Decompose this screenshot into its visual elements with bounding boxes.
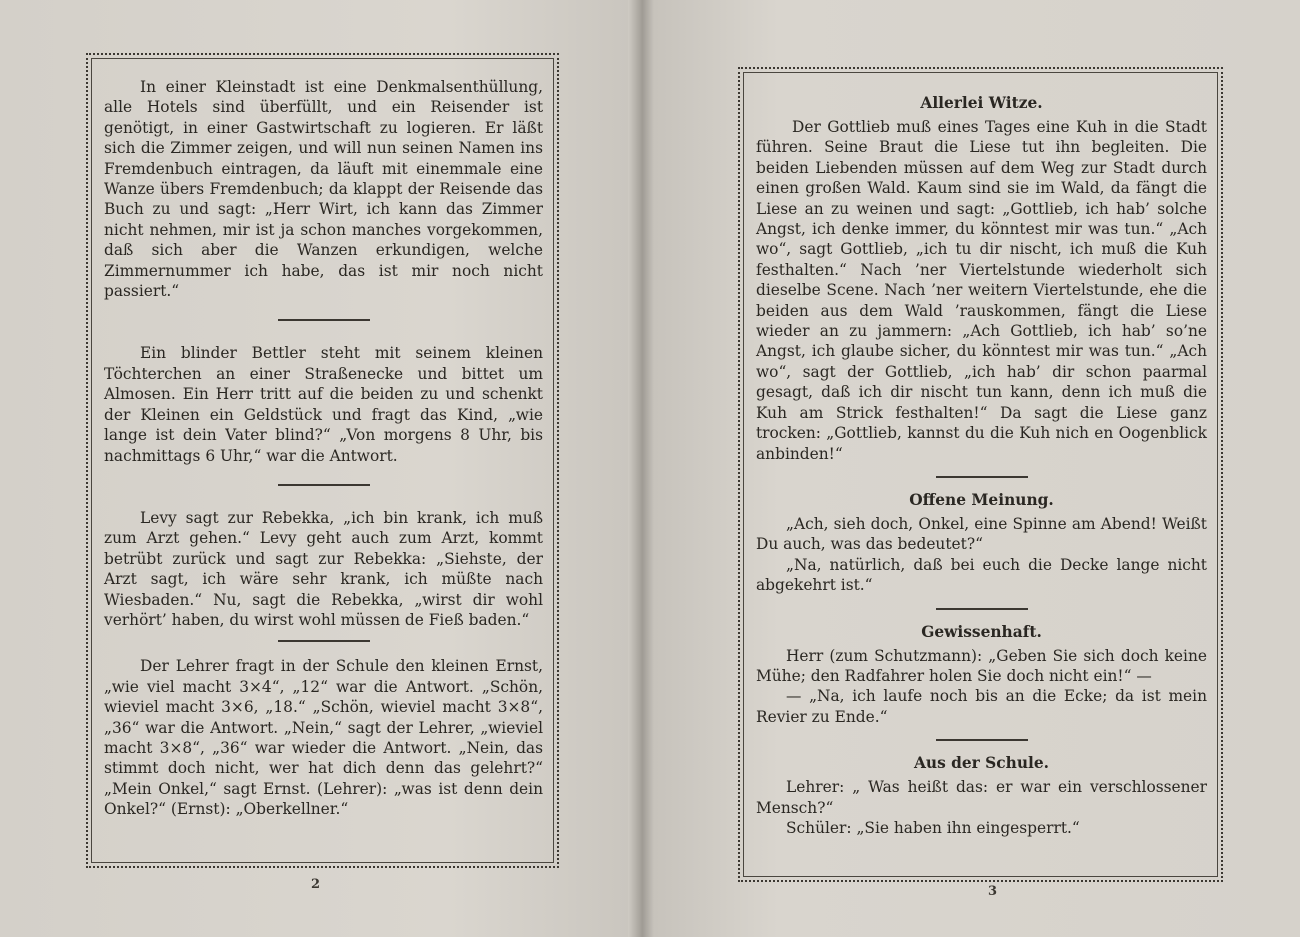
joke-paragraph: Ein blinder Bettler steht mit seinem kleinen Töchterchen an einer Straßenecke und bittet um Almosen. Ein Herr tritt auf die beiden zu und schenkt der Kleinen ein Geldstück und fragt das Kind, „wie lange ist dein Vater blind?“ „Von morgens 8 Uhr, bis nachmittags 6 Uhr,“ war die Antwort. bbox=[104, 344, 543, 465]
book-gutter bbox=[628, 0, 654, 937]
section-heading: Offene Meinung. bbox=[909, 490, 1054, 509]
joke-paragraph: — „Na, ich laufe noch bis an die Ecke; da ist mein Revier zu Ende.“ bbox=[756, 687, 1207, 726]
joke-paragraph: „Na, natürlich, daß bei euch die Decke lange nicht abgekehrt ist.“ bbox=[756, 555, 1207, 595]
separator-rule bbox=[278, 484, 370, 486]
joke-paragraph: Schüler: „Sie haben ihn eingesperrt.“ bbox=[786, 818, 1080, 837]
section-heading: Allerlei Witze. bbox=[920, 94, 1043, 112]
joke-paragraph: „Ach, sieh doch, Onkel, eine Spinne am Abend! Weißt Du auch, was das bedeutet?“ bbox=[756, 514, 1207, 554]
joke-paragraph: Der Lehrer fragt in der Schule den kleinen Ernst, „wie viel macht 3×4“, „12“ war die Antwort. „Schön, wieviel macht 3×6, „18.“ „Schön, wieviel macht 3×8“, „36“ war die Antwort. „Nein,“ sagt der Lehrer, „wieviel macht 3×8“, „36“ war wieder die Antwort. „Nein, das stimmt doch nicht, wer hat dich denn das gelehrt?“ „Mein Onkel,“ sagt Ernst. (Lehrer): „was ist denn dein Onkel?“ (Ernst): „Oberkellner.“ bbox=[104, 657, 543, 819]
separator-rule bbox=[936, 476, 1028, 478]
page-number: 3 bbox=[988, 884, 998, 899]
page-number: 2 bbox=[311, 877, 321, 892]
joke-paragraph: Lehrer: „ Was heißt das: er war ein verschlossener Mensch?“ bbox=[756, 778, 1207, 817]
joke-paragraph: Levy sagt zur Rebekka, „ich bin krank, ich muß zum Arzt gehen.“ Levy geht auch zum Arzt, kommt betrübt zurück und sagt zur Rebekka: „Siehste, der Arzt sagt, ich wäre sehr krank, ich müßte nach Wiesbaden.“ Nu, sagt die Rebekka, „wirst dir wohl verhört’ haben, du wirst wohl müssen de Fieß baden.“ bbox=[104, 508, 543, 629]
joke-paragraph: Herr (zum Schutzmann): „Geben Sie sich doch keine Mühe; den Radfahrer holen Sie doch nicht ein!“ — bbox=[756, 646, 1207, 685]
joke-paragraph: In einer Kleinstadt ist eine Denkmalsenthüllung, alle Hotels sind überfüllt, und ein Reisender ist genötigt, in einer Gastwirtschaft zu logieren. Er läßt sich die Zimmer zeigen, und will nun seinen Namen ins Fremdenbuch eintragen, da läuft mit einemmale eine Wanze übers Fremdenbuch; da klappt der Reisende das Buch zu und sagt: „Herr Wirt, ich kann das Zimmer nicht nehmen, mir ist ja schon manches vorgekommen, daß sich aber die Wanzen erkundigen, welche Zimmernummer ich habe, das ist mir noch nicht passiert.“ bbox=[104, 78, 543, 301]
left-page bbox=[0, 0, 640, 937]
section-heading: Aus der Schule. bbox=[913, 754, 1050, 773]
separator-rule bbox=[278, 640, 370, 642]
separator-rule bbox=[936, 739, 1028, 741]
right-page bbox=[648, 0, 1300, 937]
separator-rule bbox=[278, 319, 370, 321]
section-heading: Gewissenhaft. bbox=[921, 622, 1042, 641]
left-page-content bbox=[104, 77, 543, 856]
joke-paragraph: Der Gottlieb muß eines Tages eine Kuh in die Stadt führen. Seine Braut die Liese tut ihn begleiten. Die beiden Liebenden müssen auf dem Weg zur Stadt durch einen großen Wald. Kaum sind sie im Wald, da fängt die Liese an zu weinen und sagt: „Gottlieb, ich hab’ solche Angst, ich denke immer, du könntest mir was tun.“ „Ach wo“, sagt Gottlieb, „ich tu dir nischt, ich muß die Kuh festhalten.“ Nach ’ner Viertelstunde wiederholt sich dieselbe Scene. Nach ’ner weitern Viertelstunde, ehe die beiden aus dem Wald ’rauskommen, fängt die Liese wieder an zu jammern: „Ach Gottlieb, ich hab’ so’ne Angst, ich glaube sicher, du könntest mir was tun.“ „Ach wo“, sagt der Gottlieb, „ich hab’ dir schon paarmal gesagt, daß ich dir nischt tun kann, denn ich muß die Kuh am Strick festhalten!“ Da sagt die Liese ganz trocken: „Gottlieb, kannst du die Kuh nich en Oogenblick anbinden!“ bbox=[756, 118, 1207, 463]
right-page-frame bbox=[738, 67, 1223, 882]
separator-rule bbox=[936, 608, 1028, 610]
right-page-content bbox=[756, 91, 1207, 870]
left-page-frame bbox=[86, 53, 559, 868]
